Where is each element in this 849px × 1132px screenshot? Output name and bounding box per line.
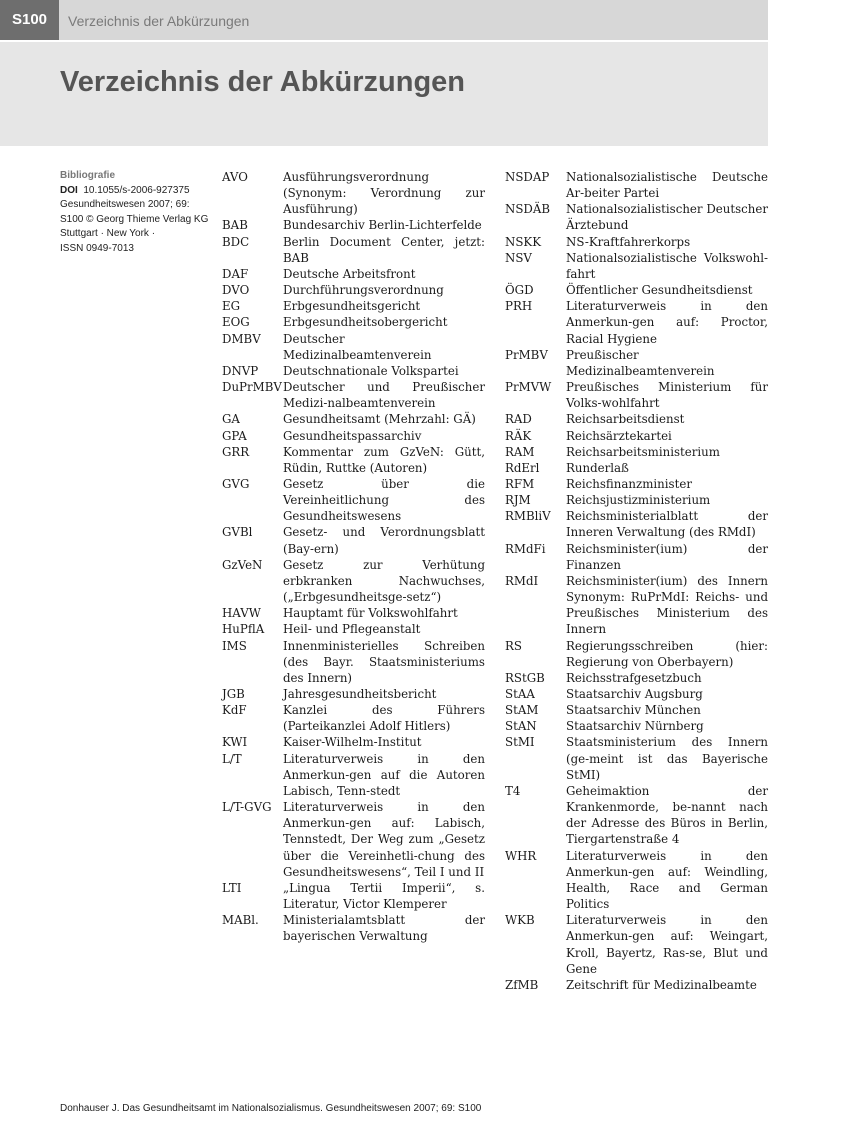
abbreviation-term: RAD <box>505 412 532 427</box>
abbreviation-term: ZfMB <box>505 977 539 992</box>
page-number: S100 <box>0 0 59 40</box>
abbreviation-entry <box>505 234 768 250</box>
abbreviation-entry <box>222 557 485 605</box>
abbreviation-entry <box>505 912 768 977</box>
abbreviation-definition: Literaturverweis in den Anmerkun-gen auf die Autoren Labisch, Tenn-stedt <box>283 751 485 798</box>
abbreviation-definition: Literaturverweis in den Anmerkun-gen auf: Weindling, Health, Race and German Politics <box>566 848 768 912</box>
abbreviation-entry <box>505 686 768 702</box>
abbreviation-entry <box>222 282 485 298</box>
abbreviation-definition: Gesundheitspassarchiv <box>283 428 422 443</box>
abbreviation-term: PrMBV <box>505 347 548 362</box>
abbreviation-term: RMBliV <box>505 509 551 524</box>
abbreviation-term: StAA <box>505 687 535 701</box>
abbreviation-definition: Ausführungsverordnung (Synonym: Verordnung zur Ausführung) <box>283 170 485 217</box>
abbreviation-definition: „Lingua Tertii Imperii“, s. Literatur, Victor Klemperer <box>283 880 485 912</box>
abbreviation-entry <box>505 848 768 913</box>
running-title: Verzeichnis der Abkürzungen <box>68 13 250 29</box>
doi-line <box>60 184 210 199</box>
abbreviation-definition: Kommentar zum GzVeN: Gütt, Rüdin, Ruttke (Autoren) <box>283 444 485 475</box>
bibliography-heading: Bibliografie <box>60 170 116 181</box>
abbreviation-definition: Staatsarchiv München <box>566 703 701 718</box>
abbreviation-term: EG <box>222 299 241 314</box>
abbreviation-definition: Reichsarbeitsministerium <box>566 444 720 459</box>
abbreviation-term: StAM <box>505 703 539 718</box>
abbreviation-term: RStGB <box>505 670 545 685</box>
abbreviation-definition: Deutscher und Preußischer Medizi-nalbeamtenverein <box>283 380 485 411</box>
abbreviation-definition: Literaturverweis in den Anmerkun-gen auf: Labisch, Tennstedt, Der Weg zum „Gesetz über die Vereinhetli-chung des Gesundheitswesens“, Teil I und II <box>283 800 485 879</box>
abbreviation-entry <box>505 670 768 686</box>
abbreviation-term: LTI <box>222 880 242 895</box>
abbreviation-term: ÖGD <box>505 283 534 298</box>
abbreviation-definition: Hauptamt für Volkswohlfahrt <box>283 606 458 621</box>
abbreviation-term: EOG <box>222 315 250 330</box>
abbreviation-term: RMdI <box>505 573 539 588</box>
abbreviation-term: DuPrMBV <box>222 380 282 395</box>
abbreviation-column-left <box>222 169 485 945</box>
doi-label: DOI <box>60 184 78 196</box>
abbreviation-entry <box>505 783 768 848</box>
abbreviation-definition: Nationalsozialistischer Deutscher Ärztebund <box>566 202 768 233</box>
abbreviation-definition: Reichsärztekartei <box>566 428 672 443</box>
footer-citation: Donhauser J. Das Gesundheitsamt im Nationalsozialismus. Gesundheitswesen 2007; 69: S100 <box>60 1103 482 1114</box>
abbreviation-definition: Deutschnationale Volkspartei <box>283 363 459 378</box>
abbreviation-term: RS <box>505 638 522 653</box>
abbreviation-term: RMdFi <box>505 541 546 556</box>
abbreviation-entry <box>222 734 485 750</box>
abbreviation-entry <box>222 411 485 427</box>
abbreviation-term: NSDÄB <box>505 202 551 217</box>
abbreviation-entry <box>505 460 768 476</box>
abbreviation-term: HuPflA <box>222 622 265 637</box>
abbreviation-term: NSDAP <box>505 170 550 184</box>
abbreviation-entry <box>505 476 768 492</box>
abbreviation-definition: Literaturverweis in den Anmerkun-gen auf: Proctor, Racial Hygiene <box>566 299 768 346</box>
abbreviation-term: NSKK <box>505 234 542 249</box>
bibliography-block <box>60 169 210 256</box>
abbreviation-definition: Reichsarbeitsdienst <box>566 412 685 427</box>
abbreviation-entry <box>505 734 768 782</box>
abbreviation-definition: Öffentlicher Gesundheitsdienst <box>566 283 753 298</box>
abbreviation-term: GPA <box>222 428 247 443</box>
abbreviation-definition: Staatsarchiv Augsburg <box>566 687 703 701</box>
abbreviation-definition: Staatsministerium des Innern (ge-meint ist das Bayerische StMI) <box>566 735 768 782</box>
abbreviation-definition: Nationalsozialistische Volkswohl-fahrt <box>566 250 768 281</box>
abbreviation-definition: Kaiser-Wilhelm-Institut <box>283 735 422 750</box>
abbreviation-term: HAVW <box>222 606 261 621</box>
abbreviation-definition: Regierungsschreiben (hier: Regierung von Oberbayern) <box>566 638 768 669</box>
abbreviation-term: JGB <box>222 687 245 701</box>
abbreviation-term: KWI <box>222 735 248 750</box>
abbreviation-entry <box>505 411 768 427</box>
issn-line: ISSN 0949-7013 <box>60 242 134 254</box>
abbreviation-term: WHR <box>505 848 537 863</box>
abbreviation-entry <box>505 977 768 993</box>
abbreviation-entry <box>505 718 768 734</box>
abbreviation-definition: Gesetz- und Verordnungsblatt (Bay-ern) <box>283 525 485 556</box>
abbreviation-definition: Reichsministerialblatt der Inneren Verwaltung (des RMdI) <box>566 509 768 540</box>
abbreviation-entry <box>222 217 485 233</box>
abbreviation-term: GRR <box>222 444 250 459</box>
abbreviation-entry <box>222 363 485 379</box>
abbreviation-entry <box>222 331 485 363</box>
abbreviation-definition: Zeitschrift für Medizinalbeamte <box>566 977 757 992</box>
abbreviation-definition: Durchführungsverordnung <box>283 283 444 298</box>
abbreviation-definition: Erbgesundheitsgericht <box>283 299 421 314</box>
abbreviation-term: DNVP <box>222 363 259 378</box>
abbreviation-definition: Geheimaktion der Krankenmorde, be-nannt nach der Adresse des Büros in Berlin, Tiergartenstraße 4 <box>566 783 768 847</box>
abbreviation-entry <box>222 428 485 444</box>
abbreviation-definition: Erbgesundheitsobergericht <box>283 315 448 330</box>
abbreviation-entry <box>222 751 485 799</box>
abbreviation-term: PRH <box>505 299 533 314</box>
abbreviation-entry <box>222 638 485 686</box>
abbreviation-entry <box>505 347 768 379</box>
abbreviation-term: MABl. <box>222 913 259 928</box>
abbreviation-definition: Nationalsozialistische Deutsche Ar-beiter Partei <box>566 170 768 201</box>
abbreviation-entry <box>222 298 485 314</box>
abbreviation-definition: Reichsminister(ium) der Finanzen <box>566 541 768 572</box>
abbreviation-term: RÄK <box>505 428 532 443</box>
abbreviation-column-right <box>505 169 768 993</box>
abbreviation-entry <box>222 912 485 944</box>
abbreviation-entry <box>222 524 485 556</box>
abbreviation-entry <box>222 266 485 282</box>
abbreviation-definition: Gesetz zur Verhütung erbkranken Nachwuchses, („Erbgesundheitsge-setz“) <box>283 557 485 605</box>
abbreviation-definition: Literaturverweis in den Anmerkun-gen auf: Weingart, Kroll, Bayertz, Ras-se, Blut und Gene <box>566 913 768 976</box>
abbreviation-term: GA <box>222 412 240 427</box>
abbreviation-entry <box>505 282 768 298</box>
abbreviation-term: IMS <box>222 638 247 653</box>
abbreviation-definition: Kanzlei des Führers (Parteikanzlei Adolf Hitlers) <box>283 703 485 734</box>
page-title: Verzeichnis der Abkürzungen <box>60 66 466 98</box>
abbreviation-entry <box>505 638 768 670</box>
abbreviation-definition: Deutsche Arbeitsfront <box>283 266 416 281</box>
abbreviation-term: RdErl <box>505 460 540 475</box>
abbreviation-entry <box>222 621 485 637</box>
abbreviation-definition: Jahresgesundheitsbericht <box>283 687 437 701</box>
abbreviation-definition: Heil- und Pflegeanstalt <box>283 622 421 637</box>
abbreviation-term: NSV <box>505 250 532 265</box>
abbreviation-term: BDC <box>222 234 250 249</box>
abbreviation-term: GVBl <box>222 525 253 540</box>
abbreviation-entry <box>222 605 485 621</box>
abbreviation-term: RFM <box>505 476 535 491</box>
abbreviation-entry <box>505 444 768 460</box>
abbreviation-definition: Preußisches Ministerium für Volks-wohlfahrt <box>566 380 768 411</box>
abbreviation-term: KdF <box>222 703 247 718</box>
abbreviation-term: T4 <box>505 783 521 798</box>
abbreviation-term: GVG <box>222 476 250 491</box>
abbreviation-entry <box>222 169 485 217</box>
abbreviation-term: StAN <box>505 719 537 734</box>
abbreviation-term: DMBV <box>222 331 261 346</box>
abbreviation-entry <box>222 314 485 330</box>
abbreviation-entry <box>505 508 768 540</box>
abbreviation-entry <box>222 234 485 266</box>
abbreviation-term: BAB <box>222 218 248 233</box>
abbreviation-term: RJM <box>505 493 531 508</box>
abbreviation-definition: Reichsfinanzminister <box>566 476 692 491</box>
abbreviation-definition: Deutscher Medizinalbeamtenverein <box>283 331 432 362</box>
abbreviation-entry <box>505 573 768 638</box>
abbreviation-term: RAM <box>505 444 535 459</box>
abbreviation-entry <box>505 428 768 444</box>
journal-line: Gesundheitswesen 2007; 69: <box>60 199 190 210</box>
abbreviation-definition: Innenministerielles Schreiben (des Bayr. Staatsministeriums des Innern) <box>283 638 485 685</box>
abbreviation-term: PrMVW <box>505 380 552 395</box>
abbreviation-definition: Berlin Document Center, jetzt: BAB <box>283 234 485 265</box>
location-line: Stuttgart · New York · <box>60 228 156 239</box>
abbreviation-term: StMI <box>505 735 535 750</box>
abbreviation-entry <box>505 541 768 573</box>
abbreviation-term: DAF <box>222 266 249 281</box>
abbreviation-definition: Gesundheitsamt (Mehrzahl: GÄ) <box>283 412 476 427</box>
abbreviation-term: L/T <box>222 751 242 766</box>
abbreviation-definition: NS-Kraftfahrerkorps <box>566 234 691 249</box>
abbreviation-term: L/T-GVG <box>222 800 272 815</box>
abbreviation-entry <box>505 379 768 411</box>
abbreviation-entry <box>505 702 768 718</box>
abbreviation-definition: Reichsstrafgesetzbuch <box>566 670 702 685</box>
abbreviation-definition: Reichsjustizministerium <box>566 493 711 508</box>
abbreviation-definition: Reichsminister(ium) des Innern Synonym: RuPrMdI: Reichs- und Preußisches Ministerium des Innern <box>566 573 768 637</box>
abbreviation-entry <box>505 298 768 346</box>
abbreviation-definition: Ministerialamtsblatt der bayerischen Verwaltung <box>283 913 485 944</box>
publisher-line: S100 © Georg Thieme Verlag KG <box>60 213 209 225</box>
abbreviation-definition: Gesetz über die Vereinheitlichung des Gesundheitswesens <box>283 476 485 524</box>
abbreviation-entry <box>505 201 768 233</box>
abbreviation-entry <box>505 492 768 508</box>
abbreviation-definition: Preußischer Medizinalbeamtenverein <box>566 347 715 378</box>
abbreviation-entry <box>222 880 485 912</box>
abbreviation-definition: Bundesarchiv Berlin-Lichterfelde <box>283 218 482 233</box>
abbreviation-term: DVO <box>222 283 250 298</box>
abbreviation-term: AVO <box>222 170 248 184</box>
abbreviation-entry <box>222 476 485 524</box>
abbreviation-term: WKB <box>505 913 535 928</box>
abbreviation-definition: Runderlaß <box>566 460 629 475</box>
abbreviation-entry <box>222 799 485 880</box>
abbreviation-entry <box>505 169 768 201</box>
abbreviation-term: GzVeN <box>222 557 263 572</box>
abbreviation-entry <box>222 444 485 476</box>
abbreviation-entry <box>222 686 485 702</box>
doi-value: 10.1055/s-2006-927375 <box>83 184 190 196</box>
abbreviation-entry <box>505 250 768 282</box>
abbreviation-entry <box>222 702 485 734</box>
abbreviation-definition: Staatsarchiv Nürnberg <box>566 719 704 734</box>
abbreviation-entry <box>222 379 485 411</box>
